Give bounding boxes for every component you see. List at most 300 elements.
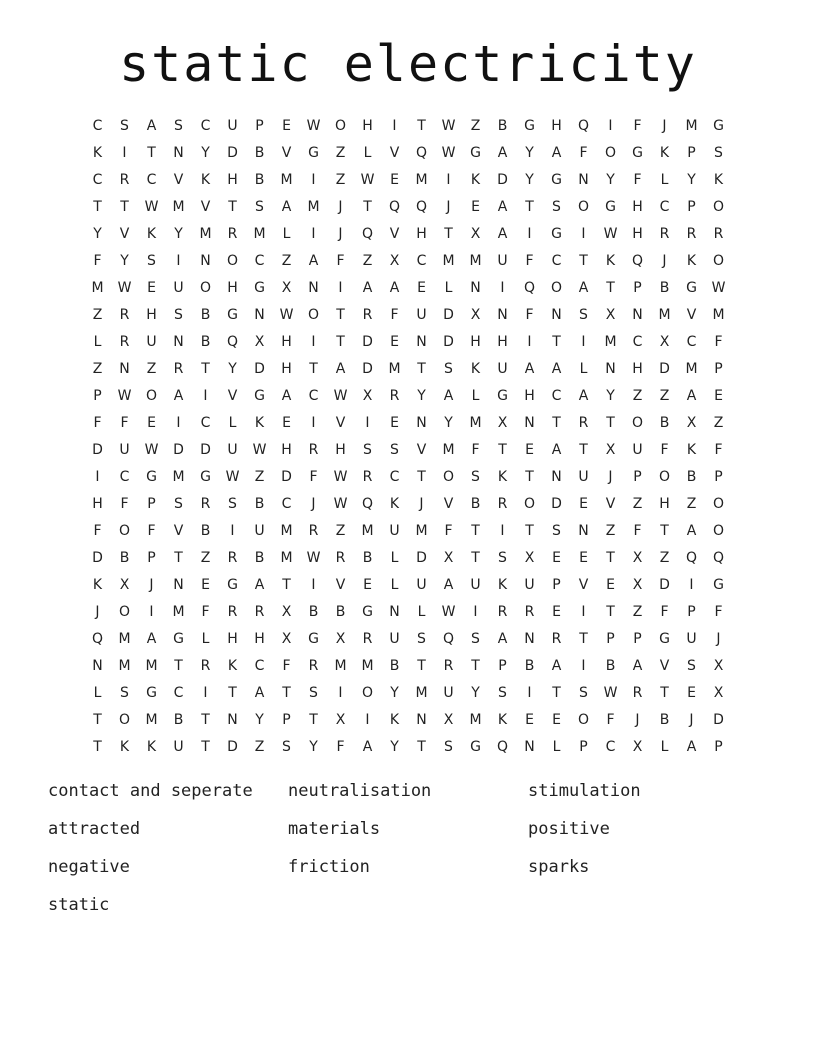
grid-letter: M: [469, 415, 482, 431]
grid-letter: N: [524, 631, 535, 647]
grid-letter: M: [253, 226, 266, 242]
grid-letter: W: [441, 118, 456, 134]
grid-letter: M: [361, 523, 374, 539]
grid-letter: O: [199, 280, 212, 296]
grid-letter: A: [632, 658, 643, 674]
grid-letter: H: [362, 118, 373, 134]
grid-letter: F: [336, 739, 345, 755]
grid-letter: B: [605, 658, 616, 674]
grid-letter: F: [336, 253, 345, 269]
grid-letter: M: [172, 604, 185, 620]
grid-letter: A: [578, 388, 589, 404]
grid-letter: I: [203, 685, 208, 701]
word-list-item: contact and seperate: [48, 781, 253, 801]
grid-letter: S: [552, 199, 561, 215]
grid-letter: S: [444, 361, 453, 377]
grid-letter: T: [282, 685, 291, 701]
grid-letter: D: [416, 550, 427, 566]
grid-letter: H: [551, 118, 562, 134]
grid-letter: Q: [91, 631, 104, 647]
word-list-item: stimulation: [528, 781, 641, 801]
grid-letter: B: [686, 469, 697, 485]
grid-letter: H: [632, 199, 643, 215]
grid-letter: O: [442, 469, 455, 485]
grid-row: [84, 599, 732, 626]
grid-letter: Q: [577, 118, 590, 134]
grid-letter: Y: [525, 172, 534, 188]
grid-letter: G: [659, 631, 670, 647]
grid-letter: R: [173, 361, 184, 377]
grid-letter: X: [605, 442, 616, 458]
letter-grid: [84, 113, 732, 761]
grid-letter: N: [470, 280, 481, 296]
grid-letter: D: [173, 442, 184, 458]
grid-letter: F: [633, 523, 642, 539]
grid-letter: I: [203, 388, 208, 404]
grid-letter: N: [524, 739, 535, 755]
grid-letter: I: [122, 145, 127, 161]
grid-letter: S: [390, 442, 399, 458]
grid-letter: A: [551, 442, 562, 458]
grid-letter: M: [685, 361, 698, 377]
grid-letter: A: [308, 253, 319, 269]
grid-letter: J: [338, 226, 343, 242]
grid-letter: I: [527, 334, 532, 350]
grid-letter: R: [200, 496, 211, 512]
grid-letter: W: [306, 550, 321, 566]
grid-letter: C: [281, 496, 292, 512]
grid-letter: H: [227, 631, 238, 647]
puzzle-title: static electricity: [119, 35, 697, 93]
grid-letter: R: [119, 172, 130, 188]
grid-letter: O: [118, 712, 131, 728]
grid-letter: B: [659, 280, 670, 296]
grid-letter: M: [280, 523, 293, 539]
grid-letter: W: [711, 280, 726, 296]
grid-letter: R: [119, 307, 130, 323]
grid-letter: L: [471, 388, 480, 404]
grid-letter: R: [497, 604, 508, 620]
grid-letter: M: [388, 361, 401, 377]
grid-row: [84, 356, 732, 383]
grid-letter: T: [606, 550, 615, 566]
grid-letter: O: [631, 415, 644, 431]
grid-letter: T: [228, 685, 237, 701]
grid-letter: A: [497, 631, 508, 647]
grid-letter: A: [551, 145, 562, 161]
grid-letter: G: [146, 469, 157, 485]
grid-letter: Z: [659, 388, 670, 404]
grid-letter: N: [416, 415, 427, 431]
grid-letter: R: [308, 442, 319, 458]
grid-letter: S: [552, 523, 561, 539]
grid-letter: P: [687, 199, 696, 215]
grid-letter: F: [93, 415, 102, 431]
grid-letter: V: [416, 442, 427, 458]
grid-letter: A: [254, 577, 265, 593]
grid-letter: W: [603, 685, 618, 701]
grid-letter: D: [551, 496, 562, 512]
grid-letter: L: [417, 604, 426, 620]
grid-letter: G: [470, 739, 481, 755]
grid-letter: T: [120, 199, 129, 215]
grid-letter: V: [686, 307, 697, 323]
grid-letter: U: [686, 631, 697, 647]
grid-letter: Z: [659, 550, 670, 566]
grid-letter: K: [92, 577, 103, 593]
grid-row: [84, 680, 732, 707]
grid-letter: H: [227, 280, 238, 296]
grid-letter: X: [281, 604, 292, 620]
grid-letter: M: [361, 658, 374, 674]
grid-letter: M: [685, 118, 698, 134]
grid-letter: V: [335, 577, 346, 593]
grid-letter: T: [444, 226, 453, 242]
grid-letter: N: [632, 307, 643, 323]
grid-letter: R: [389, 388, 400, 404]
grid-letter: D: [92, 550, 103, 566]
grid-letter: J: [311, 496, 316, 512]
grid-letter: W: [144, 199, 159, 215]
grid-letter: G: [605, 199, 616, 215]
grid-letter: D: [362, 334, 373, 350]
grid-letter: E: [552, 712, 561, 728]
grid-letter: N: [416, 334, 427, 350]
grid-letter: M: [118, 631, 131, 647]
grid-letter: J: [635, 712, 640, 728]
grid-letter: I: [176, 415, 181, 431]
grid-letter: B: [389, 658, 400, 674]
grid-letter: Z: [362, 253, 373, 269]
grid-letter: B: [659, 712, 670, 728]
grid-letter: A: [551, 658, 562, 674]
grid-letter: B: [200, 307, 211, 323]
grid-letter: V: [119, 226, 130, 242]
grid-letter: I: [95, 469, 100, 485]
grid-letter: D: [227, 145, 238, 161]
grid-letter: L: [660, 172, 669, 188]
grid-letter: N: [173, 577, 184, 593]
grid-letter: T: [606, 280, 615, 296]
grid-letter: C: [551, 388, 562, 404]
grid-letter: M: [307, 199, 320, 215]
grid-letter: F: [147, 523, 156, 539]
grid-letter: M: [334, 658, 347, 674]
grid-letter: Y: [228, 361, 237, 377]
grid-letter: P: [633, 631, 642, 647]
grid-letter: L: [390, 577, 399, 593]
grid-letter: A: [335, 361, 346, 377]
grid-letter: L: [444, 280, 453, 296]
grid-letter: N: [578, 172, 589, 188]
grid-letter: S: [579, 685, 588, 701]
grid-letter: Z: [686, 496, 697, 512]
grid-letter: G: [200, 469, 211, 485]
grid-letter: V: [335, 415, 346, 431]
grid-letter: Y: [255, 712, 264, 728]
grid-letter: K: [659, 145, 670, 161]
grid-letter: F: [390, 307, 399, 323]
grid-letter: Z: [335, 172, 346, 188]
grid-letter: T: [174, 550, 183, 566]
grid-letter: A: [362, 739, 373, 755]
grid-letter: W: [144, 442, 159, 458]
grid-letter: O: [577, 199, 590, 215]
grid-letter: Q: [388, 199, 401, 215]
grid-letter: P: [714, 739, 723, 755]
grid-letter: T: [525, 199, 534, 215]
grid-letter: D: [92, 442, 103, 458]
grid-letter: S: [471, 631, 480, 647]
grid-letter: I: [338, 685, 343, 701]
grid-letter: O: [712, 253, 725, 269]
grid-letter: T: [336, 334, 345, 350]
grid-letter: F: [444, 523, 453, 539]
grid-letter: I: [581, 226, 586, 242]
grid-letter: X: [470, 226, 481, 242]
grid-letter: K: [146, 226, 157, 242]
grid-letter: L: [363, 145, 372, 161]
grid-row: [84, 248, 732, 275]
grid-letter: O: [118, 604, 131, 620]
grid-letter: I: [230, 523, 235, 539]
grid-letter: R: [227, 550, 238, 566]
grid-letter: F: [579, 145, 588, 161]
grid-letter: U: [416, 577, 427, 593]
grid-letter: B: [119, 550, 130, 566]
grid-letter: T: [309, 361, 318, 377]
grid-letter: H: [632, 226, 643, 242]
grid-letter: L: [660, 739, 669, 755]
grid-letter: Z: [92, 307, 103, 323]
grid-letter: A: [497, 199, 508, 215]
grid-letter: N: [227, 712, 238, 728]
grid-letter: Y: [471, 685, 480, 701]
grid-letter: T: [309, 712, 318, 728]
grid-letter: S: [417, 631, 426, 647]
grid-letter: H: [146, 307, 157, 323]
grid-letter: B: [254, 496, 265, 512]
grid-letter: Y: [444, 415, 453, 431]
grid-letter: K: [227, 658, 238, 674]
grid-letter: H: [281, 442, 292, 458]
grid-letter: I: [311, 577, 316, 593]
grid-letter: S: [363, 442, 372, 458]
grid-letter: F: [471, 442, 480, 458]
grid-letter: T: [606, 604, 615, 620]
grid-letter: G: [470, 145, 481, 161]
grid-letter: A: [146, 118, 157, 134]
grid-letter: G: [713, 577, 724, 593]
grid-letter: L: [93, 334, 102, 350]
grid-letter: G: [308, 631, 319, 647]
grid-letter: I: [311, 226, 316, 242]
grid-letter: N: [173, 334, 184, 350]
grid-letter: J: [608, 469, 613, 485]
grid-letter: P: [687, 604, 696, 620]
grid-letter: T: [417, 469, 426, 485]
grid-letter: T: [552, 415, 561, 431]
grid-letter: M: [469, 712, 482, 728]
word-list-item: materials: [288, 819, 381, 839]
grid-letter: G: [497, 388, 508, 404]
grid-letter: B: [200, 334, 211, 350]
grid-letter: U: [578, 469, 589, 485]
grid-letter: P: [282, 712, 291, 728]
grid-letter: R: [362, 631, 373, 647]
grid-letter: E: [147, 415, 156, 431]
grid-letter: R: [362, 307, 373, 323]
grid-letter: U: [173, 739, 184, 755]
grid-letter: K: [605, 253, 616, 269]
grid-letter: H: [416, 226, 427, 242]
grid-letter: T: [660, 523, 669, 539]
grid-letter: X: [632, 577, 643, 593]
grid-row: [84, 626, 732, 653]
grid-letter: Q: [523, 280, 536, 296]
grid-letter: U: [524, 577, 535, 593]
grid-letter: B: [470, 496, 481, 512]
grid-letter: H: [281, 334, 292, 350]
grid-letter: S: [471, 469, 480, 485]
grid-letter: D: [281, 469, 292, 485]
grid-letter: D: [254, 361, 265, 377]
grid-letter: K: [686, 253, 697, 269]
grid-letter: M: [280, 550, 293, 566]
grid-letter: K: [470, 361, 481, 377]
grid-letter: B: [362, 550, 373, 566]
grid-letter: G: [551, 172, 562, 188]
grid-letter: N: [524, 415, 535, 431]
grid-letter: L: [201, 631, 210, 647]
grid-letter: V: [659, 658, 670, 674]
grid-row: [84, 167, 732, 194]
grid-letter: P: [714, 469, 723, 485]
grid-letter: Y: [606, 388, 615, 404]
grid-letter: I: [689, 577, 694, 593]
grid-letter: P: [579, 739, 588, 755]
grid-letter: X: [335, 631, 346, 647]
grid-row: [84, 194, 732, 221]
grid-letter: I: [608, 118, 613, 134]
grid-letter: H: [227, 172, 238, 188]
grid-letter: U: [119, 442, 130, 458]
grid-letter: U: [389, 631, 400, 647]
grid-letter: R: [524, 604, 535, 620]
grid-letter: T: [201, 739, 210, 755]
grid-letter: I: [581, 334, 586, 350]
grid-letter: Q: [361, 496, 374, 512]
grid-letter: G: [146, 685, 157, 701]
grid-letter: T: [201, 361, 210, 377]
grid-letter: O: [226, 253, 239, 269]
grid-letter: A: [497, 145, 508, 161]
grid-letter: J: [419, 496, 424, 512]
grid-letter: R: [632, 685, 643, 701]
grid-letter: E: [390, 415, 399, 431]
grid-letter: W: [117, 388, 132, 404]
grid-letter: M: [712, 307, 725, 323]
grid-letter: P: [93, 388, 102, 404]
grid-letter: M: [172, 199, 185, 215]
grid-letter: M: [415, 523, 428, 539]
grid-letter: X: [335, 712, 346, 728]
grid-letter: Q: [685, 550, 698, 566]
grid-letter: E: [201, 577, 210, 593]
grid-letter: C: [119, 469, 130, 485]
grid-letter: H: [632, 361, 643, 377]
grid-letter: I: [392, 118, 397, 134]
grid-letter: R: [254, 604, 265, 620]
grid-letter: B: [254, 172, 265, 188]
grid-letter: X: [119, 577, 130, 593]
grid-letter: I: [527, 685, 532, 701]
grid-letter: N: [551, 469, 562, 485]
grid-letter: I: [338, 280, 343, 296]
grid-letter: X: [713, 685, 724, 701]
grid-letter: T: [471, 523, 480, 539]
grid-letter: I: [365, 712, 370, 728]
grid-letter: A: [443, 577, 454, 593]
grid-letter: C: [146, 172, 157, 188]
grid-letter: N: [200, 253, 211, 269]
grid-letter: C: [416, 253, 427, 269]
grid-letter: K: [470, 172, 481, 188]
grid-letter: L: [228, 415, 237, 431]
grid-letter: A: [686, 388, 697, 404]
grid-letter: N: [308, 280, 319, 296]
grid-row: [84, 464, 732, 491]
grid-letter: N: [416, 712, 427, 728]
grid-letter: Q: [415, 199, 428, 215]
grid-letter: I: [527, 226, 532, 242]
grid-letter: E: [552, 604, 561, 620]
grid-letter: M: [172, 469, 185, 485]
grid-letter: V: [605, 496, 616, 512]
grid-letter: Q: [226, 334, 239, 350]
grid-letter: N: [92, 658, 103, 674]
grid-letter: E: [525, 712, 534, 728]
grid-letter: Q: [496, 739, 509, 755]
grid-letter: Z: [632, 388, 643, 404]
grid-letter: Z: [605, 523, 616, 539]
grid-letter: K: [146, 739, 157, 755]
grid-letter: T: [93, 712, 102, 728]
grid-letter: O: [577, 712, 590, 728]
grid-letter: A: [551, 361, 562, 377]
grid-letter: F: [93, 523, 102, 539]
grid-letter: N: [497, 307, 508, 323]
grid-letter: W: [360, 172, 375, 188]
grid-letter: F: [120, 415, 129, 431]
grid-letter: M: [469, 253, 482, 269]
grid-letter: C: [200, 118, 211, 134]
grid-letter: S: [579, 307, 588, 323]
grid-letter: E: [579, 550, 588, 566]
grid-letter: S: [228, 496, 237, 512]
grid-letter: K: [254, 415, 265, 431]
grid-letter: N: [119, 361, 130, 377]
grid-letter: Z: [254, 469, 265, 485]
grid-letter: P: [255, 118, 264, 134]
grid-letter: K: [389, 712, 400, 728]
grid-letter: Q: [442, 631, 455, 647]
grid-letter: E: [579, 496, 588, 512]
grid-letter: W: [333, 469, 348, 485]
word-list-item: static: [48, 895, 110, 915]
grid-letter: X: [389, 253, 400, 269]
grid-letter: I: [500, 280, 505, 296]
